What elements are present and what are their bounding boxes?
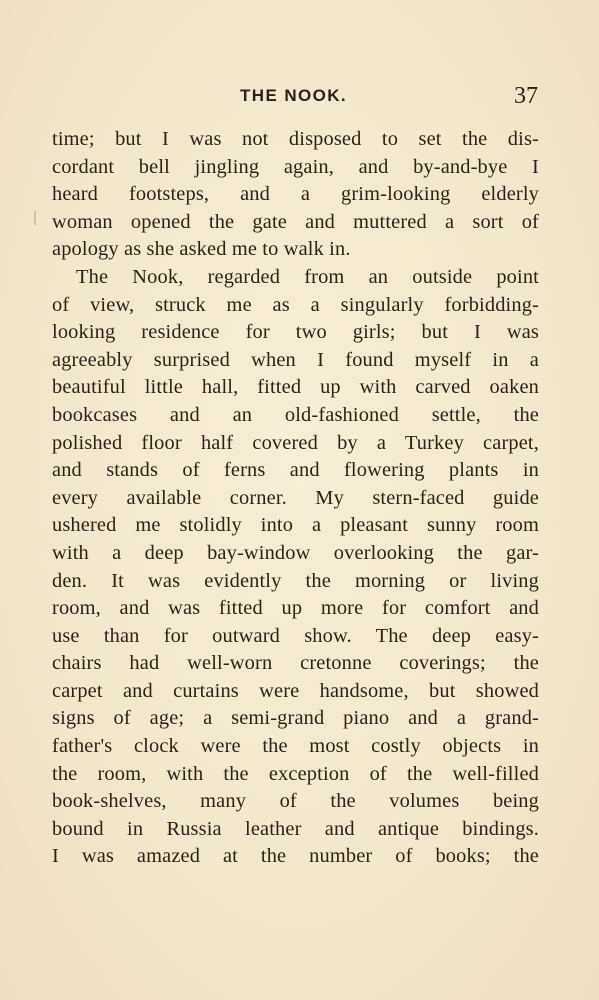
running-head [0,83,599,112]
paragraph-start-line: The Nook, regarded from an outside point [76,265,539,288]
text-line: looking residence for two girls; but I was [52,321,539,344]
text-line: woman opened the gate and muttered a sort of [52,210,539,233]
text-line: bookcases and an old-fashioned settle, the [52,403,539,426]
text-line: den. It was evidently the morning or living [52,569,539,592]
text-line: apology as she asked me to walk in. [52,238,351,261]
text-line: I was amazed at the number of books; the [52,845,539,868]
text-line: use than for outward show. The deep easy- [52,624,539,647]
page-blemish [34,211,36,225]
text-line: ushered me stolidly into a pleasant sunny room [52,514,539,537]
text-line: signs of age; a semi-grand piano and a grand- [52,707,539,730]
text-line: father's clock were the most costly objects in [52,735,539,758]
text-line: carpet and curtains were handsome, but showed [52,679,539,702]
text-line: agreeably surprised when I found myself in a [52,348,539,371]
text-line: every available corner. My stern-faced guide [52,486,539,509]
text-line: room, and was fitted up more for comfort and [52,597,539,620]
text-line: bound in Russia leather and antique bindings. [52,817,539,840]
page-number: 37 [514,83,538,109]
text-line: time; but I was not disposed to set the dis- [52,128,539,150]
running-head-title: THE NOOK. [240,86,348,105]
text-line: book-shelves, many of the volumes being [52,790,539,813]
body-text [52,126,539,871]
text-line: the room, with the exception of the well-filled [52,762,539,785]
text-line: cordant bell jingling again, and by-and-bye I [52,155,539,178]
text-line: of view, struck me as a singularly forbidding- [52,293,539,316]
text-line: and stands of ferns and flowering plants in [52,459,539,482]
text-line: heard footsteps, and a grim-looking elderly [52,183,539,206]
text-line: chairs had well-worn cretonne coverings; the [52,652,539,675]
text-line: with a deep bay-window overlooking the gar- [52,541,539,564]
text-line: beautiful little hall, fitted up with carved oaken [52,376,539,399]
text-line: polished floor half covered by a Turkey carpet, [52,431,539,454]
